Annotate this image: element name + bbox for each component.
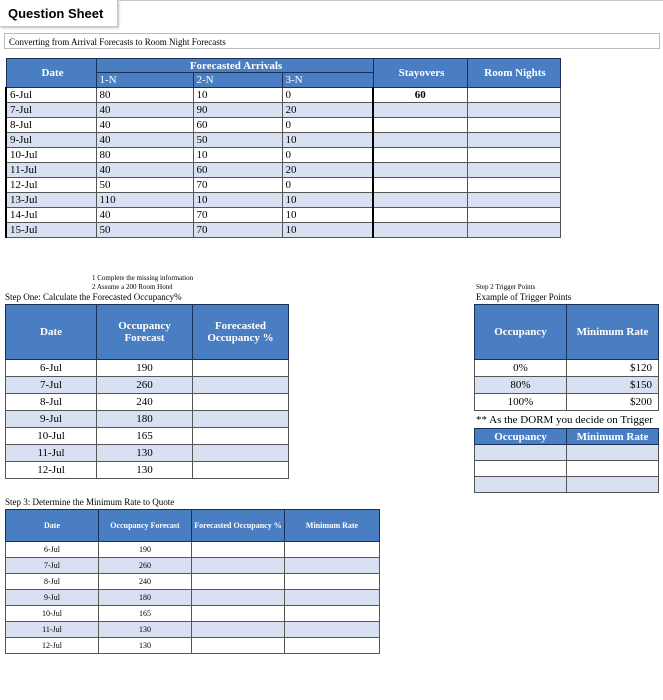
table-row (6, 223, 560, 238)
arrivals-1n-cell[interactable]: 40 (96, 118, 193, 133)
sheet-tab[interactable]: Question Sheet (0, 0, 118, 27)
forecasted-occupancy-pct-cell[interactable] (193, 428, 289, 445)
header-1n: 1-N (96, 73, 193, 88)
arrivals-3n-cell[interactable]: 10 (282, 208, 373, 223)
stayovers-cell[interactable]: 60 (373, 88, 467, 103)
sheet-title: Converting from Arrival Forecasts to Room Night Forecasts (4, 33, 660, 49)
trigger-rate-cell: $200 (567, 394, 659, 411)
forecasted-occupancy-pct-cell[interactable] (192, 606, 285, 622)
minimum-rate-cell[interactable] (285, 622, 380, 638)
forecasted-occupancy-pct-cell[interactable] (192, 638, 285, 654)
header-minimum-rate: Minimum Rate (285, 510, 380, 542)
arrivals-2n-cell[interactable]: 10 (193, 88, 282, 103)
arrivals-1n-cell[interactable]: 40 (96, 133, 193, 148)
arrivals-2n-cell[interactable]: 50 (193, 133, 282, 148)
header-date: Date (6, 305, 97, 360)
minimum-rate-cell[interactable] (285, 638, 380, 654)
trigger-rate-cell: $150 (567, 377, 659, 394)
date-cell: 12-Jul (6, 638, 99, 654)
date-cell: 15-Jul (6, 223, 96, 238)
forecasted-occupancy-pct-cell[interactable] (193, 445, 289, 462)
tab-divider (118, 0, 663, 1)
step3-label: Step 3: Determine the Minimum Rate to Quote (5, 497, 175, 507)
forecasted-occupancy-pct-cell[interactable] (193, 360, 289, 377)
date-cell: 10-Jul (6, 148, 96, 163)
stayovers-cell[interactable] (373, 118, 467, 133)
date-cell: 11-Jul (6, 622, 99, 638)
forecasted-occupancy-pct-cell[interactable] (193, 462, 289, 479)
minimum-rate-cell[interactable] (285, 606, 380, 622)
arrivals-2n-cell[interactable]: 70 (193, 223, 282, 238)
arrivals-3n-cell[interactable]: 20 (282, 103, 373, 118)
date-cell: 10-Jul (6, 428, 97, 445)
trigger-rate-cell: $120 (567, 360, 659, 377)
occupancy-forecast-cell: 180 (97, 411, 193, 428)
stayovers-cell[interactable] (373, 178, 467, 193)
table-row (475, 394, 659, 411)
custom-trigger-cell[interactable] (567, 461, 659, 477)
date-cell: 7-Jul (6, 103, 96, 118)
table-row (6, 622, 380, 638)
minimum-rate-cell[interactable] (285, 558, 380, 574)
table-row (6, 394, 289, 411)
date-cell: 10-Jul (6, 606, 99, 622)
forecasted-occupancy-pct-cell[interactable] (193, 411, 289, 428)
header-forecasted-arrivals: Forecasted Arrivals (96, 59, 373, 73)
table-row (6, 445, 289, 462)
arrivals-3n-cell[interactable]: 0 (282, 88, 373, 103)
custom-trigger-table (474, 428, 659, 493)
trigger-points-table (474, 304, 659, 411)
table-row (6, 558, 380, 574)
room-nights-cell[interactable] (467, 193, 560, 208)
table-row (6, 377, 289, 394)
date-cell: 14-Jul (6, 208, 96, 223)
forecasted-occupancy-pct-cell[interactable] (192, 574, 285, 590)
arrivals-1n-cell[interactable]: 50 (96, 223, 193, 238)
arrivals-3n-cell[interactable]: 0 (282, 148, 373, 163)
occupancy-forecast-cell: 165 (99, 606, 192, 622)
arrivals-2n-cell[interactable]: 60 (193, 118, 282, 133)
arrivals-1n-cell[interactable]: 40 (96, 103, 193, 118)
header-minimum-rate: Minimum Rate (567, 305, 659, 360)
arrivals-2n-cell[interactable]: 10 (193, 148, 282, 163)
arrivals-2n-cell[interactable]: 10 (193, 193, 282, 208)
forecasted-occupancy-pct-cell[interactable] (192, 558, 285, 574)
room-nights-cell[interactable] (467, 148, 560, 163)
trigger-occupancy-cell: 100% (475, 394, 567, 411)
date-cell: 6-Jul (6, 542, 99, 558)
occupancy-forecast-cell: 130 (99, 622, 192, 638)
minimum-rate-table (5, 509, 380, 654)
table-row (6, 103, 560, 118)
table-row (6, 542, 380, 558)
occupancy-forecast-cell: 130 (99, 638, 192, 654)
header-3n: 3-N (282, 73, 373, 88)
date-cell: 8-Jul (6, 118, 96, 133)
date-cell: 6-Jul (6, 88, 96, 103)
header-stayovers: Stayovers (373, 59, 467, 88)
date-cell: 7-Jul (6, 377, 97, 394)
occupancy-forecast-cell: 165 (97, 428, 193, 445)
header-occupancy: Occupancy (475, 429, 567, 445)
occupancy-forecast-cell: 180 (99, 590, 192, 606)
date-cell: 9-Jul (6, 411, 97, 428)
stayovers-cell[interactable] (373, 208, 467, 223)
arrivals-2n-cell[interactable]: 60 (193, 163, 282, 178)
date-cell: 9-Jul (6, 133, 96, 148)
arrivals-3n-cell[interactable]: 10 (282, 223, 373, 238)
table-row (6, 638, 380, 654)
occupancy-table (5, 304, 289, 479)
custom-trigger-cell[interactable] (567, 477, 659, 493)
stayovers-cell[interactable] (373, 223, 467, 238)
room-nights-cell[interactable] (467, 208, 560, 223)
occupancy-forecast-cell: 260 (99, 558, 192, 574)
dorm-note: ** As the DORM you decide on Trigger (476, 414, 653, 426)
custom-trigger-cell[interactable] (567, 445, 659, 461)
arrivals-2n-cell[interactable]: 70 (193, 178, 282, 193)
occupancy-forecast-cell: 190 (97, 360, 193, 377)
date-cell: 9-Jul (6, 590, 99, 606)
occupancy-forecast-cell: 260 (97, 377, 193, 394)
table-row (6, 118, 560, 133)
arrivals-3n-cell[interactable]: 20 (282, 163, 373, 178)
header-occupancy: Occupancy (475, 305, 567, 360)
forecasted-occupancy-pct-cell[interactable] (192, 542, 285, 558)
occupancy-forecast-cell: 190 (99, 542, 192, 558)
date-cell: 13-Jul (6, 193, 96, 208)
header-forecasted-occupancy-pct: Forecasted Occupancy % (192, 510, 285, 542)
table-row (6, 133, 560, 148)
arrivals-3n-cell[interactable]: 10 (282, 133, 373, 148)
minimum-rate-cell[interactable] (285, 590, 380, 606)
arrivals-1n-cell[interactable]: 80 (96, 148, 193, 163)
stayovers-cell[interactable] (373, 103, 467, 118)
date-cell: 7-Jul (6, 558, 99, 574)
date-cell: 11-Jul (6, 163, 96, 178)
room-nights-cell[interactable] (467, 133, 560, 148)
table-row (6, 208, 560, 223)
header-occupancy-forecast: Occupancy Forecast (99, 510, 192, 542)
occupancy-forecast-cell: 130 (97, 462, 193, 479)
table-row (475, 360, 659, 377)
occupancy-forecast-cell: 240 (97, 394, 193, 411)
stayovers-cell[interactable] (373, 193, 467, 208)
table-row (475, 377, 659, 394)
forecasted-occupancy-pct-cell[interactable] (192, 622, 285, 638)
header-date: Date (6, 59, 96, 88)
occupancy-forecast-cell: 240 (99, 574, 192, 590)
custom-trigger-cell[interactable] (475, 477, 567, 493)
room-nights-cell[interactable] (467, 223, 560, 238)
stayovers-cell[interactable] (373, 148, 467, 163)
header-occupancy-forecast: Occupancy Forecast (97, 305, 193, 360)
arrivals-1n-cell[interactable]: 50 (96, 178, 193, 193)
arrivals-1n-cell[interactable]: 40 (96, 208, 193, 223)
forecasted-occupancy-pct-cell[interactable] (193, 394, 289, 411)
minimum-rate-cell[interactable] (285, 542, 380, 558)
header-minimum-rate: Minimum Rate (567, 429, 659, 445)
arrivals-3n-cell[interactable]: 0 (282, 178, 373, 193)
stayovers-cell[interactable] (373, 163, 467, 178)
header-room-nights: Room Nights (467, 59, 560, 88)
forecasted-occupancy-pct-cell[interactable] (193, 377, 289, 394)
forecasted-occupancy-pct-cell[interactable] (192, 590, 285, 606)
table-row (6, 574, 380, 590)
date-cell: 11-Jul (6, 445, 97, 462)
room-nights-cell[interactable] (467, 178, 560, 193)
table-row (6, 163, 560, 178)
arrivals-2n-cell[interactable]: 70 (193, 208, 282, 223)
header-forecasted-occupancy-pct: Forecasted Occupancy % (193, 305, 289, 360)
room-nights-cell[interactable] (467, 118, 560, 133)
custom-trigger-cell[interactable] (475, 461, 567, 477)
date-cell: 8-Jul (6, 394, 97, 411)
arrivals-3n-cell[interactable]: 10 (282, 193, 373, 208)
arrivals-1n-cell[interactable]: 40 (96, 163, 193, 178)
room-nights-cell[interactable] (467, 88, 560, 103)
step2-subtitle: Example of Trigger Points (476, 292, 572, 302)
arrivals-1n-cell[interactable]: 80 (96, 88, 193, 103)
date-cell: 8-Jul (6, 574, 99, 590)
trigger-occupancy-cell: 80% (475, 377, 567, 394)
note-1: 1 Complete the missing information (92, 274, 194, 282)
date-cell: 12-Jul (6, 178, 96, 193)
note-2: 2 Assume a 200 Room Hotel (92, 283, 173, 291)
room-nights-cell[interactable] (467, 163, 560, 178)
stayovers-cell[interactable] (373, 133, 467, 148)
step1-label: Step One: Calculate the Forecasted Occupancy% (5, 292, 182, 302)
table-row (6, 590, 380, 606)
table-row (6, 193, 560, 208)
table-row (6, 462, 289, 479)
table-row (6, 411, 289, 428)
date-cell: 6-Jul (6, 360, 97, 377)
room-nights-cell[interactable] (467, 103, 560, 118)
trigger-occupancy-cell: 0% (475, 360, 567, 377)
table-row (6, 178, 560, 193)
table-row (6, 88, 560, 103)
table-row (6, 606, 380, 622)
minimum-rate-cell[interactable] (285, 574, 380, 590)
table-row (6, 360, 289, 377)
occupancy-forecast-cell: 130 (97, 445, 193, 462)
arrivals-1n-cell[interactable]: 110 (96, 193, 193, 208)
arrivals-3n-cell[interactable]: 0 (282, 118, 373, 133)
custom-trigger-cell[interactable] (475, 445, 567, 461)
table-row (6, 428, 289, 445)
arrivals-2n-cell[interactable]: 90 (193, 103, 282, 118)
arrivals-table (5, 58, 561, 238)
table-row (6, 148, 560, 163)
date-cell: 12-Jul (6, 462, 97, 479)
step2-title: Step 2 Trigger Points (476, 283, 536, 291)
header-date: Date (6, 510, 99, 542)
header-2n: 2-N (193, 73, 282, 88)
